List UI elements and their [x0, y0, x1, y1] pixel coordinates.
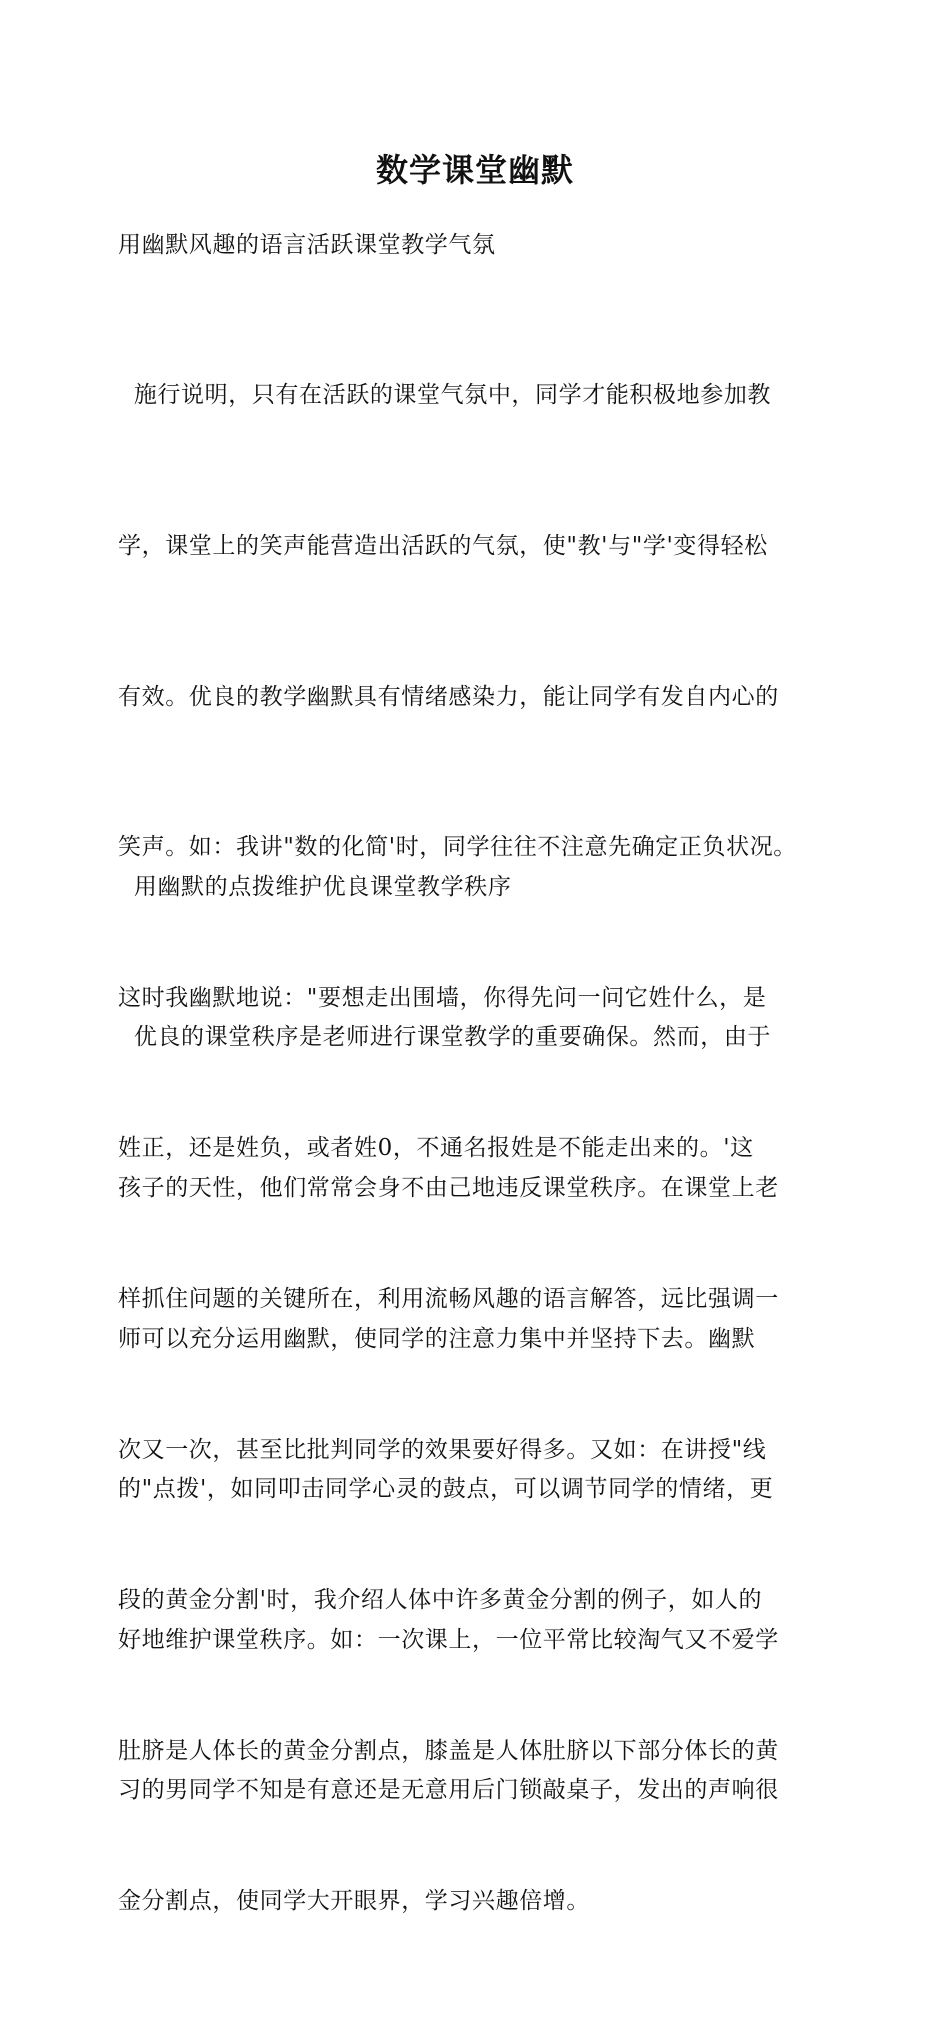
paragraph-line: 的"点拨'，如同叩击同学心灵的鼓点，可以调节同学的情绪，更	[118, 1476, 774, 1503]
paragraph-line: 肚脐是人体长的黄金分割点，膝盖是人体肚脐以下部分体长的黄	[118, 1737, 779, 1764]
paragraph-line: 次又一次，甚至比批判同学的效果要好得多。又如：在讲授"线	[118, 1436, 767, 1463]
paragraph-line: 样抓住问题的关键所在，利用流畅风趣的语言解答，远比强调一	[118, 1285, 779, 1312]
paragraph-line: 施行说明，只有在活跃的课堂气氛中，同学才能积极地参加教	[118, 382, 772, 409]
paragraph-line: 姓正，还是姓负，或者姓0，不通名报姓是不能走出来的。'这	[118, 1135, 754, 1162]
paragraph-line: 孩子的天性，他们常常会身不由己地违反课堂秩序。在课堂上老	[118, 1175, 779, 1201]
section-heading-1: 用幽默风趣的语言活跃课堂教学气氛	[118, 232, 496, 258]
section-heading-2: 用幽默的点拨维护优良课堂教学秩序	[118, 874, 512, 900]
paragraph-line: 学，课堂上的笑声能营造出活跃的气氛，使"教'与"学'变得轻松	[118, 533, 768, 559]
section-paragraph-2	[118, 912, 838, 1916]
paragraph-line: 笑声。如：我讲"数的化简'时，同学往往不注意先确定正负状况。	[118, 834, 797, 861]
paragraph-line: 好地维护课堂秩序。如：一次课上，一位平常比较淘气又不爱学	[118, 1626, 779, 1653]
paragraph-line: 习的男同学不知是有意还是无意用后门锁敲桌子，发出的声响很	[118, 1777, 779, 1804]
paragraph-line: 这时我幽默地说："要想走出围墙，你得先问一问它姓什么，是	[118, 984, 767, 1011]
paragraph-line: 优良的课堂秩序是老师进行课堂教学的重要确保。然而，由于	[118, 1024, 772, 1051]
document-title: 数学课堂幽默	[375, 151, 574, 189]
paragraph-line: 金分割点，使同学大开眼界，学习兴趣倍增。	[118, 1888, 590, 1915]
paragraph-line: 段的黄金分割'时，我介绍人体中许多黄金分割的例子，如人的	[118, 1587, 763, 1614]
paragraph-line: 有效。优良的教学幽默具有情绪感染力，能让同学有发自内心的	[118, 683, 779, 710]
paragraph-line: 师可以充分运用幽默，使同学的注意力集中并坚持下去。幽默	[118, 1325, 756, 1352]
